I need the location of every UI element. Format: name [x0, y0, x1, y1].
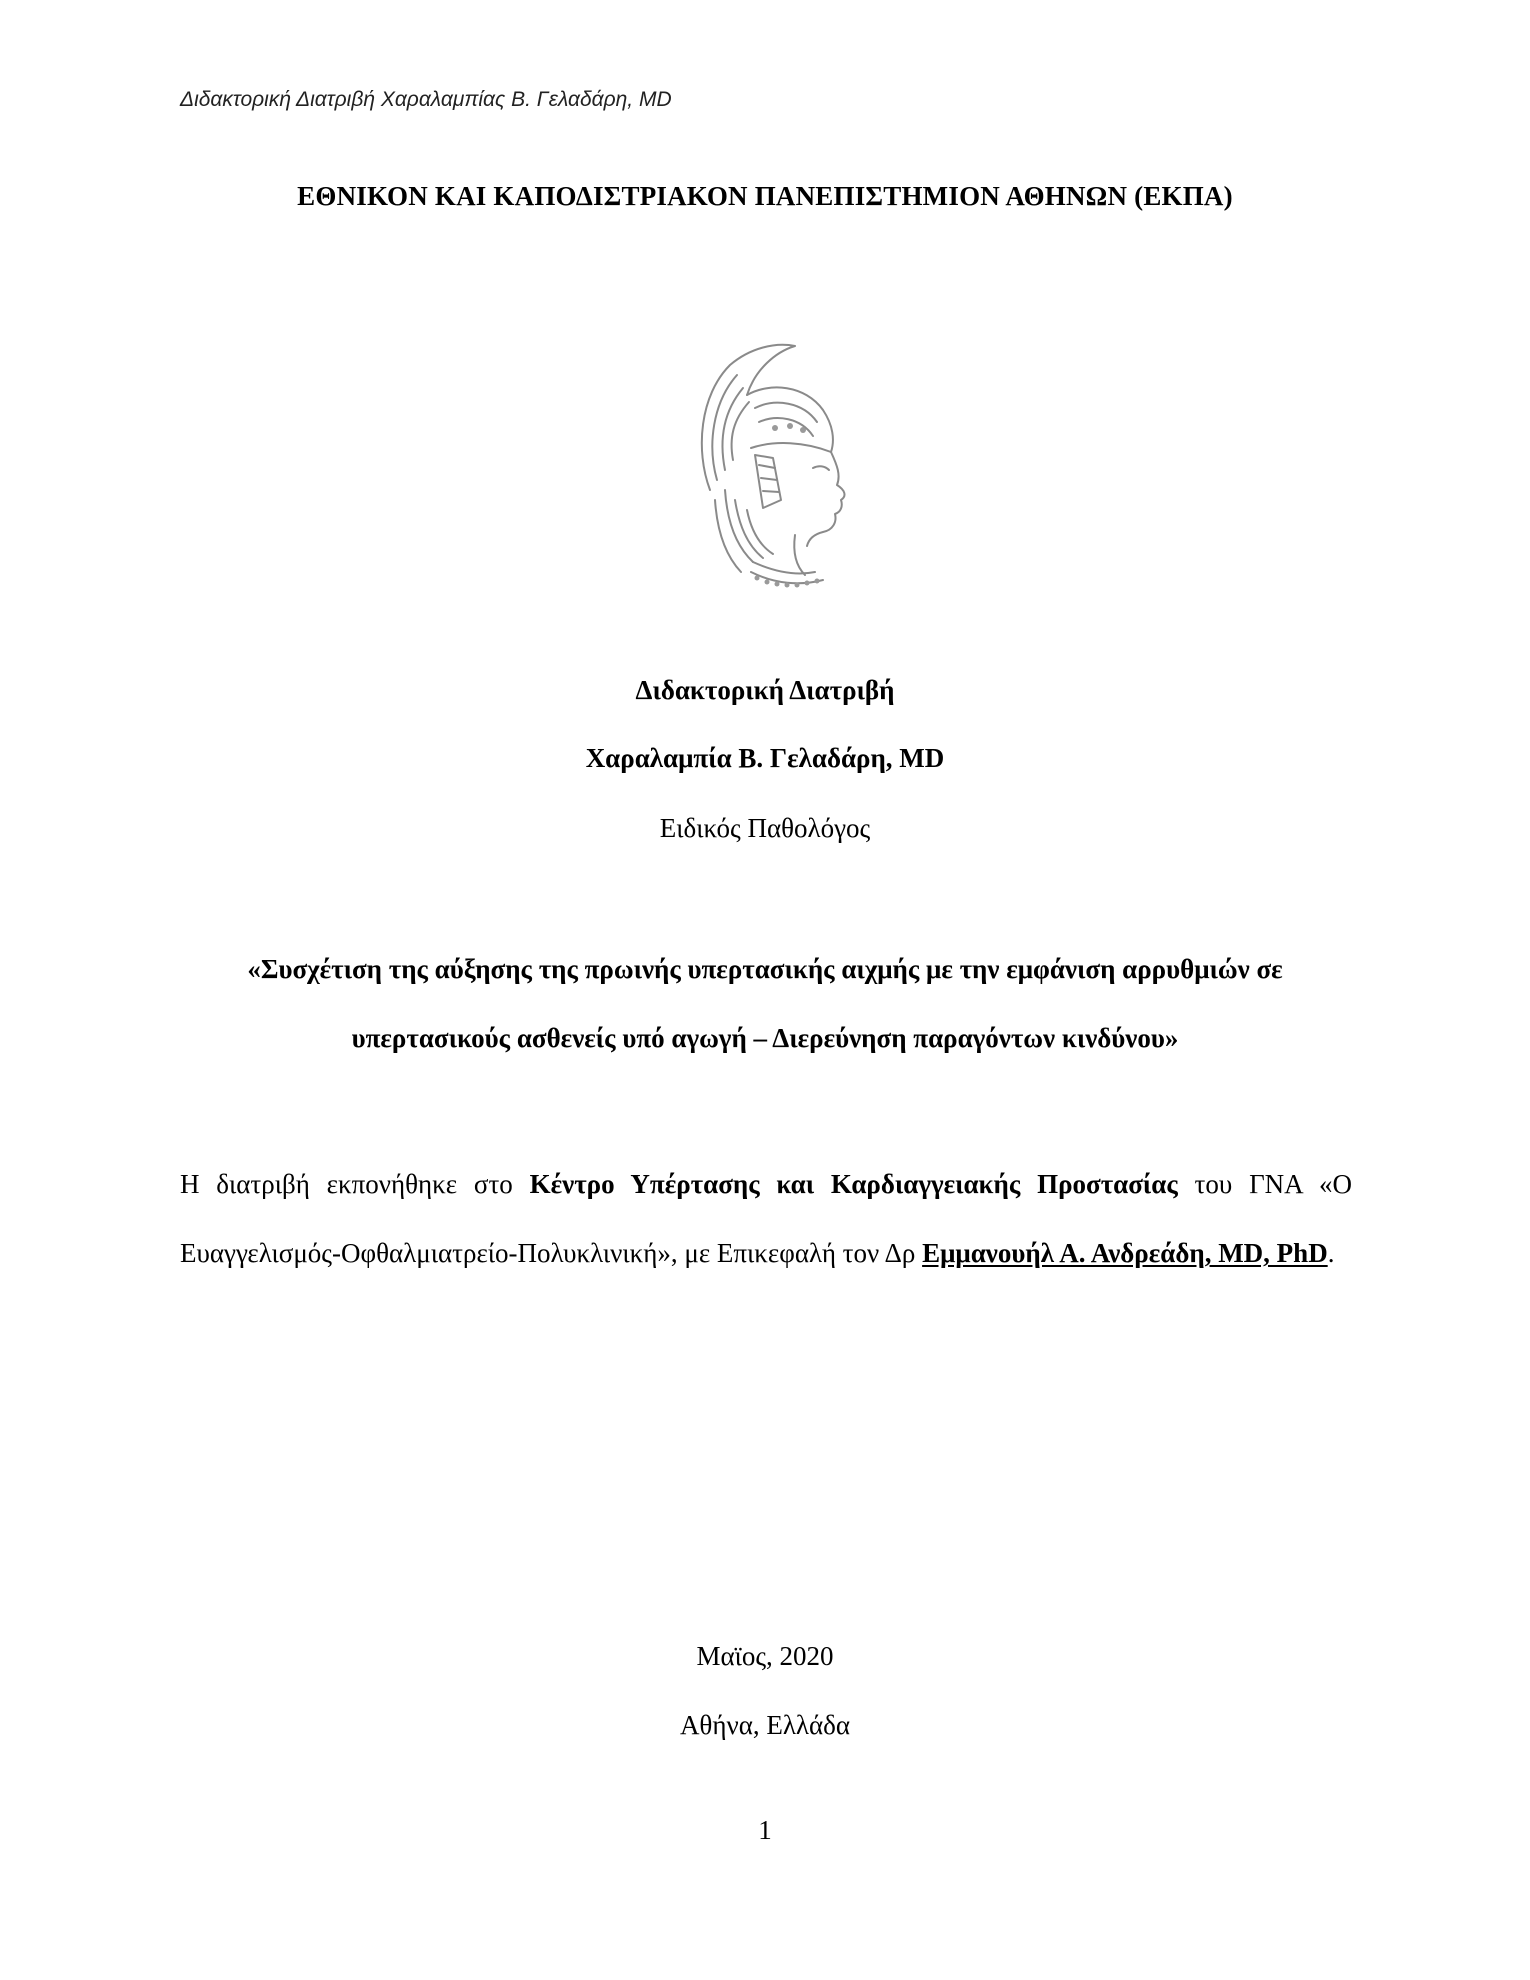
running-header: Διδακτορική Διατριβή Χαραλαμπίας Β. Γελαδάρη, MD — [180, 88, 672, 111]
statement-text-2: του ΓΝΑ «Ο Ευαγγελισμός-Οφθαλμιατρείο-Πολυκλινική», με Επικεφαλή τον Δρ — [180, 1169, 1352, 1268]
author-name: Χαραλαμπία Β. Γελαδάρη, MD — [585, 743, 945, 773]
page-number: 1 — [758, 1815, 772, 1845]
document-date: Μαϊος, 2020 — [696, 1641, 834, 1671]
center-name: Κέντρο Υπέρτασης και Καρδιαγγειακής Προστασίας — [529, 1169, 1178, 1199]
athena-head-emblem — [655, 340, 875, 600]
document-type: Διδακτορική Διατριβή — [635, 675, 895, 705]
thesis-title-line-2: υπερτασικούς ασθενείς υπό αγωγή – Διερεύνηση παραγόντων κινδύνου» — [351, 1023, 1179, 1053]
document-place: Αθήνα, Ελλάδα — [679, 1710, 851, 1740]
university-name: ΕΘΝΙΚΟΝ ΚΑΙ ΚΑΠΟΔΙΣΤΡΙΑΚΟΝ ΠΑΝΕΠΙΣΤΗΜΙΟΝ ΑΘΗΝΩΝ (ΕΚΠΑ) — [297, 181, 1233, 211]
supervisor-name: Εμμανουήλ Α. Ανδρεάδη, MD, PhD — [922, 1238, 1328, 1268]
statement-text-1: Η διατριβή εκπονήθηκε στο — [180, 1169, 530, 1199]
institution-statement — [180, 1150, 1352, 1288]
thesis-title-line-1: «Συσχέτιση της αύξησης της πρωινής υπερτασικής αιχμής με την εμφάνιση αρρυθμιών σε — [247, 954, 1283, 984]
statement-text-3: . — [1327, 1238, 1335, 1268]
author-specialty: Ειδικός Παθολόγος — [659, 813, 871, 843]
